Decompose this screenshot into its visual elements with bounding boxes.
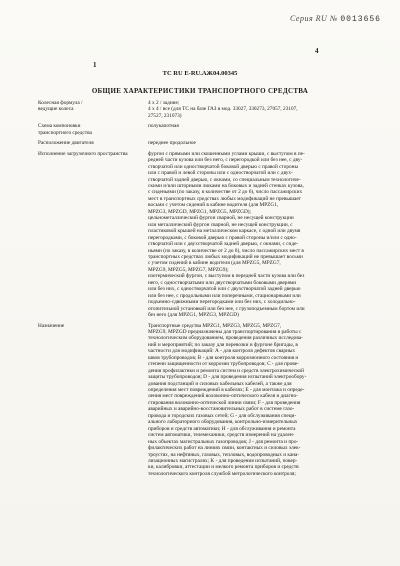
value-line: швов трубопроводов; В - для контроля коррозионного состояния и xyxy=(148,354,299,361)
value-line: филактических работ на линиях связи, контактных и силовых элек- xyxy=(148,445,301,452)
section-title: ОБЩИЕ ХАРАКТЕРИСТИКИ ТРАНСПОРТНОГО СРЕДСТВА xyxy=(91,87,309,95)
value-line: без него (для MPZG1, MPZG3, MPZGD) xyxy=(148,312,239,319)
value-line: или без нее, с продольными или поперечными, стационарными или xyxy=(148,292,301,299)
value-line: MPZG3, MPZGD, MPZG1, MPZG5, MPZGD); xyxy=(148,208,252,215)
characteristics-table xyxy=(38,100,370,477)
value-line: отопительной установкой или без нее, с грузоподъемным бортом или xyxy=(148,305,305,312)
value-line: систем автоматики, телемеханики, средств измерений на удален- xyxy=(148,432,295,439)
characteristic-value xyxy=(148,140,370,146)
value-line: ньями (по заказу, в количестве от 2 до 6), число пассажирских мест в xyxy=(148,247,304,254)
characteristic-label xyxy=(38,123,148,136)
value-line: мест в транспортных средствах любых модификаций не превышает xyxy=(148,195,301,202)
value-line: приборов и средств автоматики; Н - для обслуживания и ремонта xyxy=(148,425,296,432)
page-marker-left: 1 xyxy=(93,61,97,69)
label-line: Расположение двигателя xyxy=(38,140,94,147)
label-line: Исполнение загрузочного пространства xyxy=(38,150,128,157)
value-line: створчатой или с двухстворчатой задней дверью, с окнами, с сиде- xyxy=(148,241,299,248)
value-line: 4 х 4 / все (для ТС на базе ГАЗ в мод. 33027, 330273, 27057, 23107, xyxy=(148,106,298,113)
value-line: определения мест повреждений в кабелях; Е - для монтажа и опреде- xyxy=(148,387,305,394)
characteristic-row xyxy=(38,323,370,478)
value-line: или без них, с одностворчатой или с двухстворчатой задней дверью xyxy=(148,286,301,293)
value-line: лизационных магистралях; K - для проведения испытаний, повер- xyxy=(148,458,298,465)
value-line: ки, калибровки, аттестации и мелкого ремонта приборов и средств xyxy=(148,464,299,471)
value-line: фургон с прямыми или скошенными углами крыши, с выступом в пе- xyxy=(148,150,305,157)
value-line: восьми с учетом сидений в кабине водителя (для MPZG1, xyxy=(148,202,279,209)
characteristic-row xyxy=(38,100,370,119)
characteristic-value xyxy=(148,100,370,119)
value-line: стирования волоконно-оптической линии связи; F - для проведения xyxy=(148,399,301,406)
value-line: 4 х 2 / задние; xyxy=(148,100,180,106)
value-line: него, с одностворчатыми или двустворчатыми боковыми дверями xyxy=(148,279,297,286)
value-line: дования подстанций и силовых кабельных кабелей, а также для xyxy=(148,380,292,387)
value-line: скими и/или шторными люками на боковых и задней стенках кузова, xyxy=(148,182,304,189)
serial-number xyxy=(290,14,381,24)
characteristic-value xyxy=(148,323,370,478)
value-line: или с правой и левой стороны или с одностворчатой или с двух- xyxy=(148,170,293,177)
label-line: ведущие колеса xyxy=(38,106,74,113)
value-line: дения профилактики и ремонта систем и средств электрохимической xyxy=(148,367,304,374)
value-line: провода и городских газовых сетей; G - для обслуживания специ- xyxy=(148,412,297,419)
characteristic-label xyxy=(38,151,148,319)
value-line: редней части кузова или без него, с перегородкой или без нее, с дву- xyxy=(148,157,303,164)
characteristic-label xyxy=(38,323,148,478)
characteristic-row xyxy=(38,123,370,136)
value-line: 27527, 231073) xyxy=(148,112,182,119)
value-line: переднее продольное xyxy=(148,140,196,147)
serial-label: Серия RU № xyxy=(290,14,338,23)
characteristic-row xyxy=(38,140,370,146)
value-line: аварийных и аварийно-восстановительных работ в системе газо- xyxy=(148,406,295,413)
value-line: технологического контроля службой метрологического контроля; xyxy=(148,470,296,477)
characteristic-label xyxy=(38,100,148,119)
serial-value: 0013656 xyxy=(340,15,381,24)
value-line: MPZG9, MPZGD предназначены для транспортирования в работы с xyxy=(148,328,302,335)
label-line: Назначение xyxy=(38,322,65,329)
label-line: транспортного средства xyxy=(38,129,92,136)
document-number: ТС RU E-RU.АЖ04.00345 xyxy=(162,70,238,77)
value-line: или металлический фургон сварной, не несущей конструкции, с xyxy=(148,221,293,228)
characteristic-value xyxy=(148,151,370,319)
value-line: ний и мероприятий; по заказу для перевозки и фургоне бригады, в xyxy=(148,341,298,348)
value-line: ального лабораторного оборудования, контрольно-измерительных xyxy=(148,419,298,426)
label-line: Колесная формула / xyxy=(38,100,83,106)
value-line: ных объектах магистральных газопроводов; J - для ремонта и про- xyxy=(148,438,299,445)
value-line: цельнометаллический фургон сварной, не несущей конструкции xyxy=(148,215,294,222)
value-line: ления мест повреждений волоконно-оптического кабеля и диагно- xyxy=(148,393,298,400)
value-line: MPZG9, MPZG5, MPZG7, MPZG9); xyxy=(148,266,229,273)
value-line: подъемно-сдвижными перегородками или без них, с холодильно- xyxy=(148,299,296,306)
characteristic-value xyxy=(148,123,370,136)
value-line: технологическим оборудованием, проведения различных исследова- xyxy=(148,335,303,342)
value-line: изотермический фургон, с выступом в передней части кузова или без xyxy=(148,273,305,280)
value-line: с сиденьями (по заказу, в количестве от 2 до 6), число пассажирских xyxy=(148,189,303,196)
characteristic-label xyxy=(38,140,148,146)
page-marker-right: 4 xyxy=(315,47,319,55)
value-line: створчатой или одностворчатой боковой дверью с правой стороны xyxy=(148,163,299,170)
value-line: полукапотная xyxy=(148,123,179,130)
label-line: Схема компоновки xyxy=(38,123,81,130)
value-line: створчатой задней дверью, с окнами, со специальным технологиче- xyxy=(148,176,301,183)
value-line: транспортных средствах любых модификаций не превышает восьми xyxy=(148,253,303,260)
value-line: Транспортные средства MPZG1, MPZG3, MPZG5, MPZG7, xyxy=(148,322,282,329)
value-line: с учетом сидений в кабине водителя (для MPZG5, MPZG7, xyxy=(148,260,281,267)
value-line: троустях, на нефтяных, газовых, тепловых, водопроводных и кана- xyxy=(148,451,300,458)
characteristic-row xyxy=(38,151,370,319)
value-line: частности для модификаций: А - для контроля дефектов сварных xyxy=(148,348,296,355)
value-line: защиты трубопроводов; D - для проведения испытаний электрообору- xyxy=(148,374,307,381)
value-line: перегородками, с боковой дверью с правой стороны и/или с одно- xyxy=(148,234,297,241)
value-line: степени защищенности от коррозии трубопроводов; С - для прове- xyxy=(148,361,299,368)
value-line: пластиковой крышей на металлическом каркасе, с одной или двумя xyxy=(148,228,301,235)
